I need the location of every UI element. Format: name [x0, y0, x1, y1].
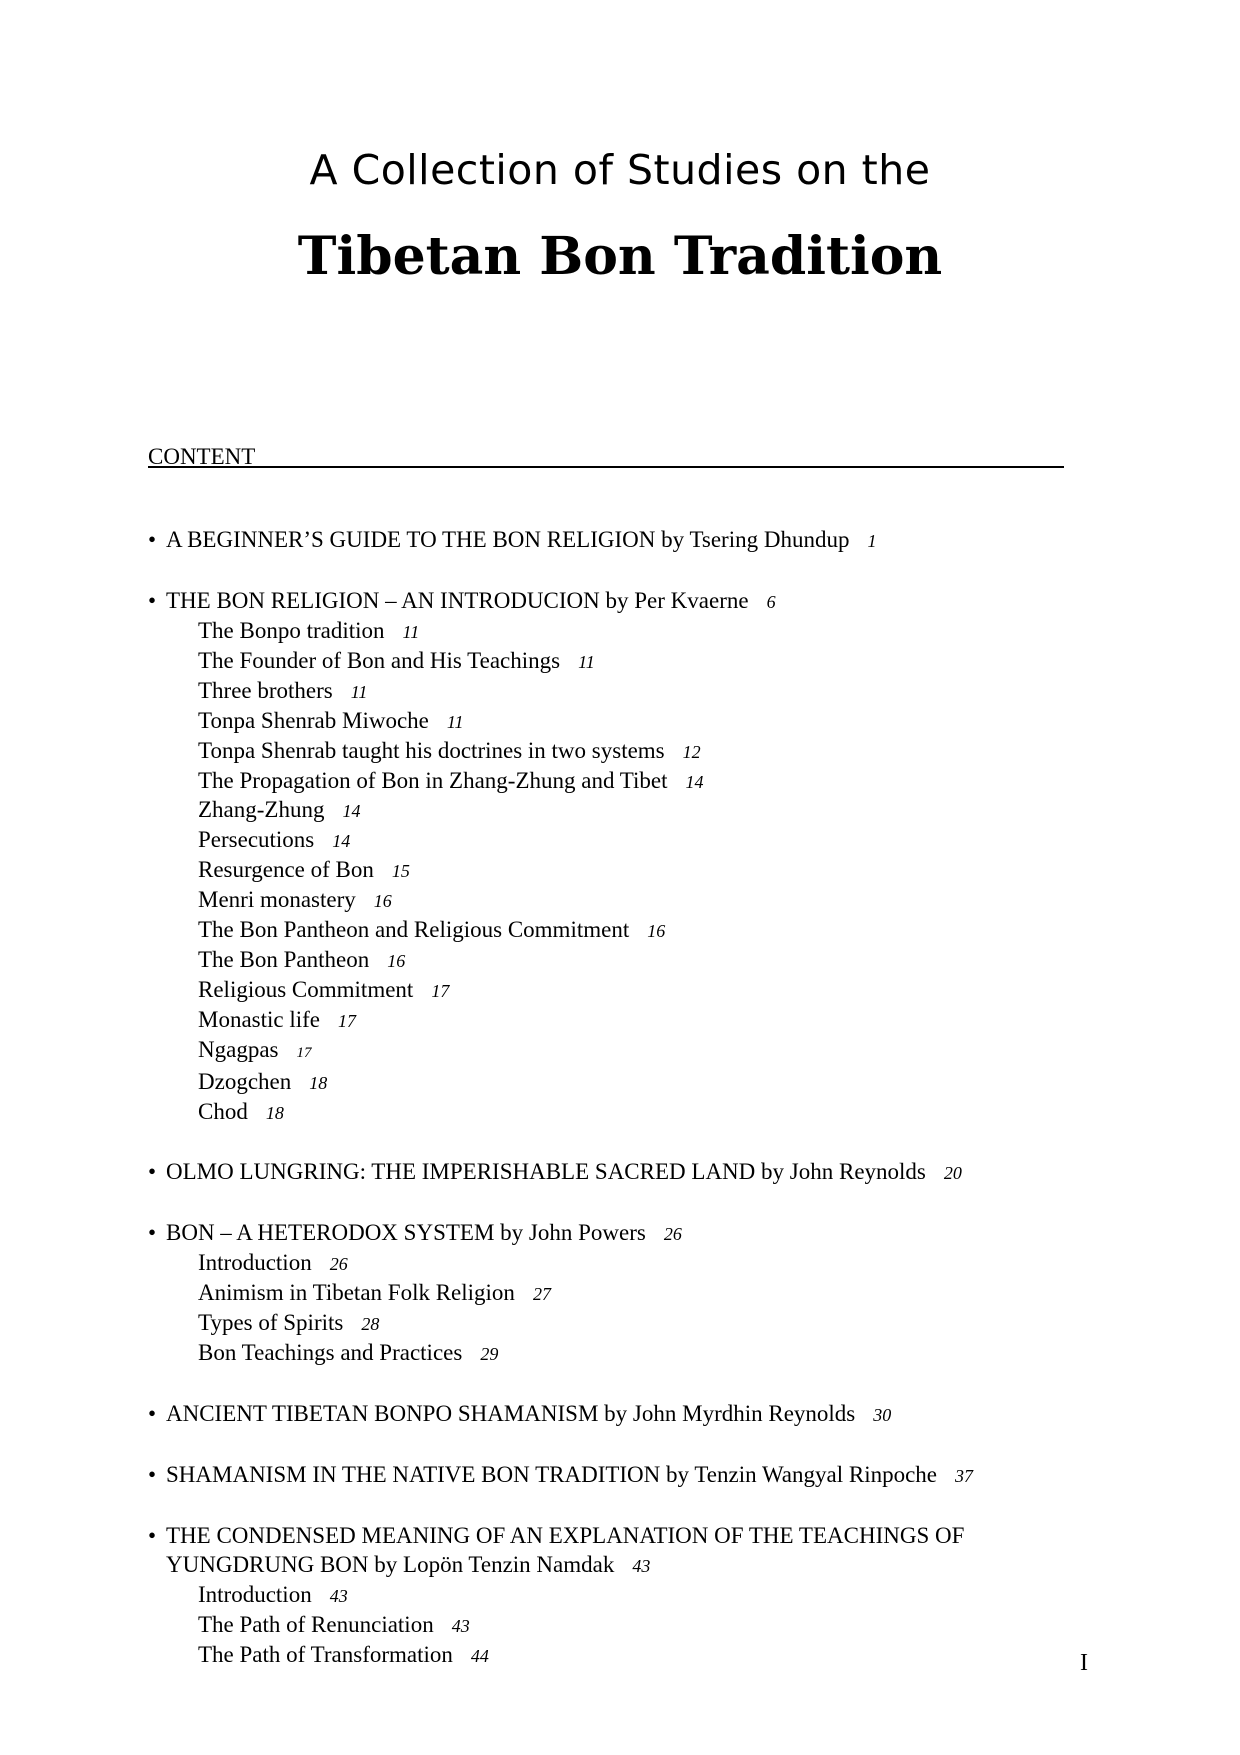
- bullet-icon: •: [148, 588, 157, 613]
- toc-entry-page: 1: [867, 531, 877, 551]
- toc-subentry: [148, 916, 1088, 946]
- toc-subentry-title: Types of Spirits: [198, 1310, 344, 1336]
- toc-entry-text: THE CONDENSED MEANING OF AN EXPLANATION OF THE TEACHINGS OF: [166, 1523, 965, 1549]
- toc-entry-text: OLMO LUNGRING: THE IMPERISHABLE SACRED LAND by John Reynolds: [166, 1159, 926, 1185]
- toc-entry-page: 37: [955, 1466, 974, 1487]
- toc-subentry-page: 16: [387, 950, 406, 971]
- toc-entry: [148, 1218, 1088, 1369]
- toc-entry-page: 6: [766, 592, 776, 612]
- toc-subentry-page: 11: [402, 622, 420, 642]
- toc-subentry-title: Bon Teachings and Practices: [198, 1340, 463, 1366]
- toc-entry-text: YUNGDRUNG BON by Lopön Tenzin Namdak: [166, 1552, 615, 1578]
- toc-subentry: [148, 1581, 1088, 1611]
- toc-subentry-title: The Propagation of Bon in Zhang-Zhung and Tibet: [198, 767, 668, 793]
- toc-entry-title: [148, 1399, 1088, 1430]
- toc-subentry-title: Animism in Tibetan Folk Religion: [198, 1280, 515, 1306]
- toc-subentry: [148, 1068, 1088, 1098]
- toc-subentry: [148, 1036, 1088, 1068]
- toc-subentry: [148, 677, 1088, 707]
- toc-subentry: [148, 946, 1088, 976]
- toc-entry: [148, 525, 1088, 556]
- toc-subentry-page: 18: [265, 1102, 284, 1123]
- toc-subentry-page: 43: [329, 1586, 348, 1607]
- toc-subentry-page: 16: [373, 891, 392, 912]
- content-heading: CONTENT: [148, 444, 256, 469]
- bullet-icon: •: [148, 1462, 157, 1488]
- toc-subentry-page: 17: [338, 1010, 356, 1031]
- toc-subentry-page: 11: [578, 651, 595, 672]
- toc-entry-text: SHAMANISM IN THE NATIVE BON TRADITION by Tenzin Wangyal Rinpoche: [166, 1462, 938, 1488]
- toc-entry: [148, 586, 1088, 1127]
- toc-subentry: [148, 1249, 1088, 1279]
- toc-entry-page: 20: [943, 1163, 962, 1184]
- toc-subentry-page: 18: [309, 1072, 328, 1093]
- content-heading-rule: [148, 440, 1064, 468]
- toc-subentry: [148, 826, 1088, 856]
- toc-subentry: [148, 1309, 1088, 1339]
- toc-subentry-page: 15: [391, 861, 410, 882]
- page-number: I: [1080, 1650, 1088, 1676]
- toc-subentry-page: 44: [470, 1645, 489, 1666]
- toc-subentry: [148, 647, 1088, 677]
- toc-subentry-page: 11: [446, 711, 464, 732]
- toc-entry-title-continued: [148, 1550, 1088, 1581]
- toc-subentry: [148, 1098, 1088, 1128]
- toc-subentry: [148, 976, 1088, 1006]
- toc-subentry-title: Chod: [198, 1098, 248, 1124]
- toc-entry-page: 30: [873, 1405, 892, 1426]
- toc-subentry-title: Menri monastery: [198, 887, 356, 913]
- toc-subentry-page: 27: [532, 1284, 551, 1305]
- toc-subentry-page: 12: [682, 741, 701, 762]
- toc-entry-title: [148, 1218, 1088, 1249]
- toc-subentry-title: The Bon Pantheon and Religious Commitment: [198, 917, 630, 943]
- toc-subentry-title: Resurgence of Bon: [198, 857, 374, 883]
- toc-entry-text: A BEGINNER’S GUIDE TO THE BON RELIGION by Tsering Dhundup: [166, 527, 850, 552]
- toc-subentry-title: Introduction: [198, 1582, 312, 1608]
- toc-subentry-title: Tonpa Shenrab Miwoche: [198, 707, 429, 733]
- toc-entry-text: THE BON RELIGION – AN INTRODUCION by Per Kvaerne: [166, 588, 749, 613]
- toc-subentry-title: Three brothers: [198, 677, 333, 703]
- toc-subentry: [148, 856, 1088, 886]
- toc-subentry-page: 26: [329, 1254, 348, 1275]
- toc-subentry-page: 11: [350, 681, 368, 702]
- toc-subentry: [148, 886, 1088, 916]
- toc-entry: [148, 1521, 1088, 1671]
- toc-entry: [148, 1460, 1088, 1491]
- bullet-icon: •: [148, 1220, 157, 1246]
- toc-subentry-page: 29: [480, 1344, 499, 1365]
- toc-entry: [148, 1399, 1088, 1430]
- toc-subentry-title: The Path of Renunciation: [198, 1611, 434, 1637]
- toc-subentry: [148, 767, 1088, 797]
- toc-subentry-page: 14: [342, 801, 361, 822]
- toc-entry-title: [148, 1460, 1088, 1491]
- toc-subentry-page: 43: [451, 1615, 470, 1636]
- toc-subentry-title: Monastic life: [198, 1006, 320, 1032]
- toc-subentry: [148, 737, 1088, 767]
- toc-subentry-title: Ngagpas: [198, 1036, 279, 1062]
- toc-subentry-title: Religious Commitment: [198, 976, 414, 1002]
- toc-entry-text: ANCIENT TIBETAN BONPO SHAMANISM by John Myrdhin Reynolds: [166, 1401, 856, 1427]
- toc-subentry-title: The Path of Transformation: [198, 1641, 453, 1667]
- toc-subentry-page: 16: [647, 921, 666, 942]
- toc-subentry-title: Zhang-Zhung: [198, 797, 325, 823]
- bullet-icon: •: [148, 1523, 157, 1549]
- toc-entry-page: 43: [632, 1556, 651, 1577]
- toc-subentry-page: 17: [431, 980, 450, 1001]
- toc-subentry: [148, 1006, 1088, 1036]
- bullet-icon: •: [148, 527, 157, 552]
- toc-entry-title: [148, 1157, 1088, 1188]
- toc-subentry: [148, 1279, 1088, 1309]
- toc-subentry-title: Introduction: [198, 1250, 312, 1276]
- toc-subentry-title: Dzogchen: [198, 1068, 292, 1094]
- toc-subentry-title: The Bon Pantheon: [198, 946, 370, 972]
- toc-subentry-title: Persecutions: [198, 827, 315, 853]
- toc-subentry: [148, 796, 1088, 826]
- toc-entry: [148, 1157, 1088, 1188]
- toc-subentry-title: The Founder of Bon and His Teachings: [198, 647, 561, 673]
- toc-entry-title: [148, 1521, 1088, 1550]
- book-title-line-2: Tibetan Bon Tradition: [297, 226, 943, 287]
- toc-subentry-page: 14: [685, 771, 704, 792]
- bullet-icon: •: [148, 1401, 157, 1427]
- toc-entry-page: 26: [663, 1224, 682, 1245]
- toc-subentry-page: 28: [361, 1314, 380, 1335]
- toc-subentry: [148, 1611, 1088, 1641]
- toc-subentry: [148, 617, 1088, 647]
- toc-subentry-page: 14: [332, 831, 351, 852]
- bullet-icon: •: [148, 1159, 157, 1185]
- toc-subentry: [148, 1339, 1088, 1369]
- toc-entry-title: [148, 586, 1088, 617]
- toc-subentry: [148, 707, 1088, 737]
- table-of-contents: [148, 525, 1088, 1701]
- toc-subentry: [148, 1641, 1088, 1671]
- toc-subentry-title: Tonpa Shenrab taught his doctrines in two systems: [198, 737, 665, 763]
- toc-entry-text: BON – A HETERODOX SYSTEM by John Powers: [166, 1220, 646, 1246]
- toc-entry-title: [148, 525, 1088, 556]
- toc-subentry-page: 17: [296, 1044, 312, 1061]
- book-title-line-1: A Collection of Studies on the: [309, 146, 931, 194]
- toc-subentry-title: The Bonpo tradition: [198, 618, 385, 643]
